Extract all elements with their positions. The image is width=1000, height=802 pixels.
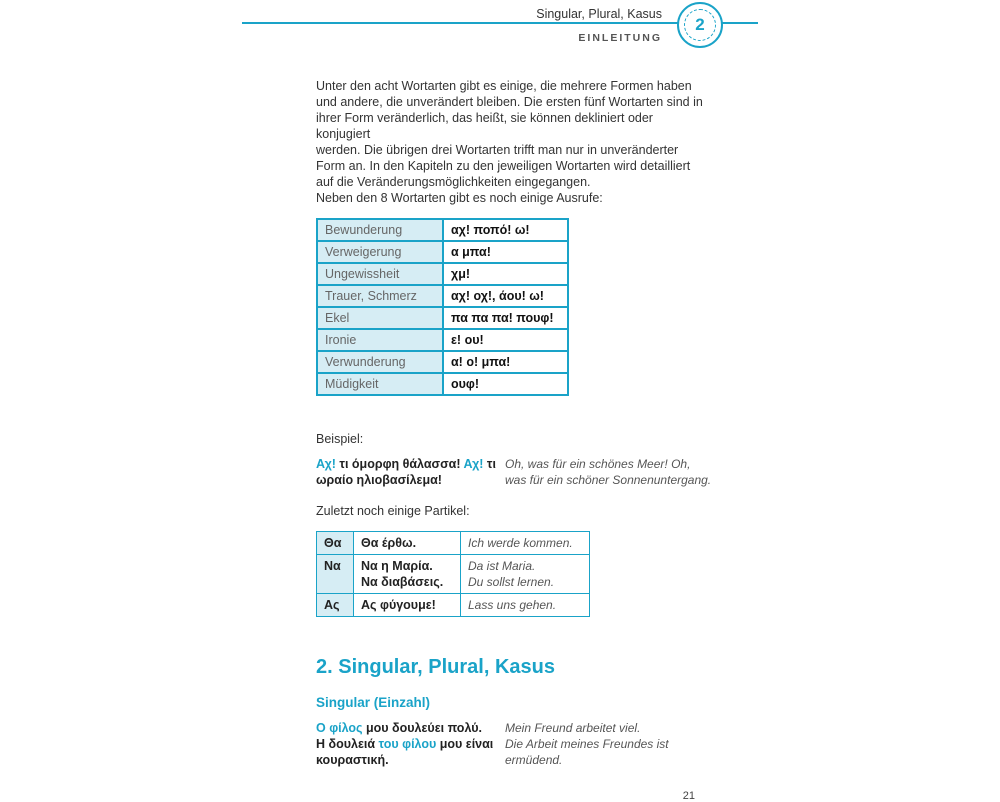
highlight-word: του φίλου xyxy=(378,737,437,751)
greek-text: μου είναι xyxy=(436,737,494,751)
exclamation-cell: χμ! xyxy=(443,263,568,285)
chapter-number: 2 xyxy=(684,9,716,41)
example-label: Beispiel: xyxy=(316,432,364,446)
table-row xyxy=(317,373,568,395)
table-row xyxy=(317,241,568,263)
emotion-cell: Ekel xyxy=(317,307,443,329)
table-row xyxy=(317,263,568,285)
intro-line: ihrer Form veränderlich, das heißt, sie können dekliniert oder konjugiert xyxy=(316,111,653,141)
emotion-cell: Bewunderung xyxy=(317,219,443,241)
emotion-cell: Müdigkeit xyxy=(317,373,443,395)
greek-text: κουραστική. xyxy=(316,753,389,767)
example-translation xyxy=(505,456,735,488)
particle-translation xyxy=(461,594,590,617)
table-row xyxy=(317,219,568,241)
particle-key: Ας xyxy=(317,594,354,617)
highlight-word: Αχ! xyxy=(316,457,336,471)
section-heading: 2. Singular, Plural, Kasus xyxy=(316,656,555,678)
greek-text: Θα έρθω. xyxy=(361,536,417,550)
running-title: Singular, Plural, Kasus xyxy=(536,7,662,21)
singular-example-translation xyxy=(505,720,735,768)
intro-line: Form an. In den Kapiteln zu den jeweiligen Wortarten wird detailliert xyxy=(316,159,691,173)
emotion-cell: Ungewissheit xyxy=(317,263,443,285)
emotion-cell: Verweigerung xyxy=(317,241,443,263)
translation-line: Ich werde kommen. xyxy=(468,536,573,550)
page-number: 21 xyxy=(682,790,695,802)
exclamations-intro: Neben den 8 Wortarten gibt es noch einige Ausrufe: xyxy=(316,191,603,205)
exclamation-cell: α μπα! xyxy=(443,241,568,263)
emotion-cell: Ironie xyxy=(317,329,443,351)
left-margin xyxy=(0,0,240,800)
table-row xyxy=(317,532,590,555)
emotion-cell: Trauer, Schmerz xyxy=(317,285,443,307)
exclamation-cell: αχ! ποπό! ω! xyxy=(443,219,568,241)
intro-line: auf die Veränderungsmöglichkeiten eingegangen. xyxy=(316,175,591,189)
translation-line: Die Arbeit meines Freundes ist xyxy=(505,737,669,751)
table-row xyxy=(317,307,568,329)
table-row xyxy=(317,285,568,307)
particle-key: Θα xyxy=(317,532,354,555)
translation-line: Mein Freund arbeitet viel. xyxy=(505,721,641,735)
table-row xyxy=(317,555,590,594)
translation-line: ermüdend. xyxy=(505,753,563,767)
particle-translation xyxy=(461,555,590,594)
translation-line: Oh, was für ein schönes Meer! Oh, xyxy=(505,457,691,471)
example-greek xyxy=(316,456,496,488)
section-label: EINLEITUNG xyxy=(578,32,662,44)
subsection-heading: Singular (Einzahl) xyxy=(316,695,431,710)
highlight-word: Αχ! xyxy=(463,457,484,471)
greek-text: ωραίο ηλιοβασίλεμα! xyxy=(316,473,442,487)
table-row xyxy=(317,594,590,617)
greek-text: Να η Μαρία. xyxy=(361,559,433,573)
translation-line: Da ist Maria. xyxy=(468,559,536,573)
particle-greek xyxy=(354,594,461,617)
singular-example-greek xyxy=(316,720,501,768)
particle-key: Να xyxy=(317,555,354,594)
highlight-word: Ο φίλος xyxy=(316,721,363,735)
greek-text: Ας φύγουμε! xyxy=(361,598,436,612)
table-row xyxy=(317,329,568,351)
exclamations-table xyxy=(316,218,569,396)
exclamation-cell: α! ο! μπα! xyxy=(443,351,568,373)
particle-greek xyxy=(354,532,461,555)
intro-line: und andere, die unverändert bleiben. Die ersten fünf Wortarten sind in xyxy=(316,95,703,109)
greek-text: Να διαβάσεις. xyxy=(361,575,444,589)
translation-line: was für ein schöner Sonnenuntergang. xyxy=(505,473,712,487)
translation-line: Du sollst lernen. xyxy=(468,575,555,589)
intro-paragraph xyxy=(316,78,706,190)
exclamation-cell: ουφ! xyxy=(443,373,568,395)
emotion-cell: Verwunderung xyxy=(317,351,443,373)
greek-text: μου δουλεύει πολύ. xyxy=(362,721,482,735)
translation-line: Lass uns gehen. xyxy=(468,598,557,612)
table-row xyxy=(317,351,568,373)
chapter-badge xyxy=(677,2,723,48)
particles-table xyxy=(316,531,590,617)
greek-text: τι όμορφη θάλασσα! xyxy=(335,457,464,471)
intro-line: Unter den acht Wortarten gibt es einige, die mehrere Formen haben xyxy=(316,79,692,93)
intro-line: werden. Die übrigen drei Wortarten trifft man nur in unveränderter xyxy=(316,143,679,157)
exclamation-cell: πα πα πα! πουφ! xyxy=(443,307,568,329)
particle-greek xyxy=(354,555,461,594)
greek-text: Η δουλειά xyxy=(316,737,379,751)
exclamation-cell: ε! ου! xyxy=(443,329,568,351)
particle-translation xyxy=(461,532,590,555)
right-margin xyxy=(760,0,1000,800)
particles-label: Zuletzt noch einige Partikel: xyxy=(316,504,470,518)
greek-text: τι xyxy=(483,457,496,471)
exclamation-cell: αχ! οχ!, άου! ω! xyxy=(443,285,568,307)
